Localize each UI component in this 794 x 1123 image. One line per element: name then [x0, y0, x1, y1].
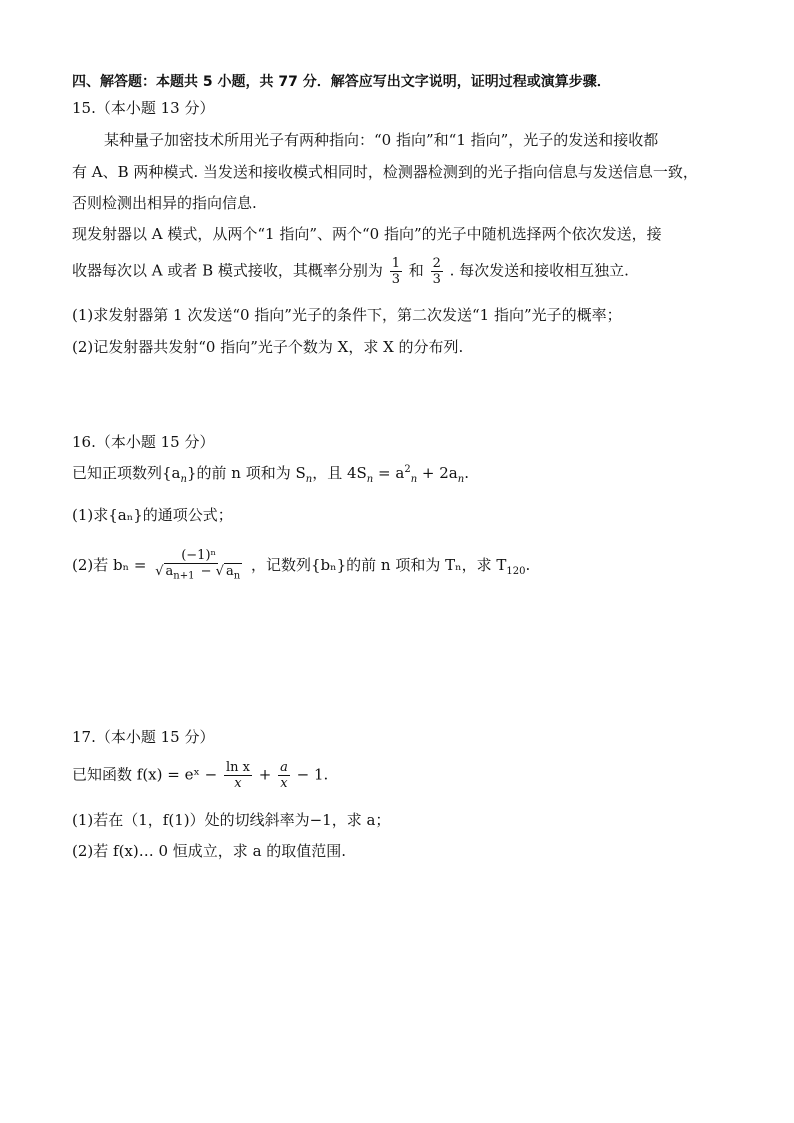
q16-subquestion-1: (1)求{aₙ}的通项公式； [72, 506, 233, 524]
q17-stem-b: − 1. [296, 765, 329, 784]
q17-frac1-num: ln x [225, 760, 250, 775]
q16-den-b: a [225, 564, 234, 579]
q16-fraction [153, 548, 244, 584]
q15-frac1-den: 3 [391, 272, 400, 287]
q16-s2-text-b: ，记数列{bₙ}的前 n 项和为 Tₙ，求 T [250, 555, 507, 574]
q16-stem-a: 已知正项数列{a [72, 464, 181, 482]
q16-stem: 已知正项数列$\{a_n\}$的前 n 项和为 $S_n$，且 $4S_n = a^2_n + 2a_n$. [72, 464, 469, 485]
q17-subquestion-2: (2)若 f(x)… 0 恒成立，求 a 的取值范围. [72, 842, 347, 860]
q17-subquestion-1: (1)若在（1，f(1)）处的切线斜率为−1，求 a； [72, 811, 391, 829]
q16-stem-d: = a [373, 464, 405, 482]
q15-fraction-2 [431, 256, 443, 287]
q15-paragraph-4: 现发射器以 A 模式，从两个“1 指向”、两个“0 指向”的光子中随机选择两个依次发送，接 [72, 225, 662, 243]
q15-p5-text-a: 收器每次以 A 或者 B 模式接收，其概率分别为 [72, 261, 383, 280]
q15-paragraph-3: 否则检测出相异的指向信息. [72, 194, 257, 212]
q16-stem-e: + 2a [417, 464, 458, 482]
q15-paragraph-5 [72, 256, 629, 287]
q15-paragraph-1: 某种量子加密技术所用光子有两种指向：“0 指向”和“1 指向”，光子的发送和接收都 [104, 131, 659, 149]
q15-subquestion-1: (1)求发射器第 1 次发送“0 指向”光子的条件下，第二次发送“1 指向”光子的概率； [72, 306, 622, 324]
q15-frac2-num: 2 [432, 256, 441, 271]
q17-fraction-2 [278, 760, 290, 791]
q17-stem: 已知函数 f(x) = eˣ − $\frac{\text{ln x}}{x}$ + $\frac{a}{x}$ − 1. [72, 760, 329, 791]
q16-s2-text-c: . [525, 555, 531, 574]
q15-p5-text-c: . 每次发送和接收相互独立. [449, 261, 629, 280]
q15-frac2-den: 3 [432, 272, 441, 287]
q17-stem-a: 已知函数 f(x) = eˣ − [72, 765, 218, 784]
q16-frac-den: √ $a_{n+1}$ − √ $a_n$ [155, 564, 241, 582]
q15-title: 15.（本小题 13 分） [72, 99, 215, 117]
q15-p5-text-b: 和 [408, 261, 424, 280]
q15-fraction-1 [390, 256, 402, 287]
q16-title: 16.（本小题 15 分） [72, 433, 215, 451]
q17-frac2-den: x [280, 776, 288, 791]
q17-frac1-den: x [234, 776, 242, 791]
q16-frac-num: (−1)ⁿ [181, 548, 217, 563]
q15-frac1-num: 1 [391, 256, 400, 271]
q16-stem-c: ，且 4S [312, 464, 367, 482]
q16-stem-f: . [464, 464, 469, 482]
q17-fraction-1 [224, 760, 252, 791]
q16-den-a: a [165, 564, 174, 579]
q15-paragraph-2: 有 A、B 两种模式. 当发送和接收模式相同时，检测器检测到的光子指向信息与发送信息一致， [72, 163, 698, 181]
q16-stem-b: }的前 n 项和为 S [186, 464, 306, 482]
section-header: 四、解答题：本题共 5 小题，共 77 分．解答应写出文字说明，证明过程或演算步骤． [72, 74, 611, 90]
q17-frac2-num: a [280, 760, 288, 775]
q16-s2-text-a: (2)若 bₙ = [72, 555, 147, 574]
q17-title: 17.（本小题 15 分） [72, 728, 215, 746]
q16-subquestion-2: (2)若 bₙ = $\frac{\text{(−1)ⁿ}}{√ a_{n+1} - √ a_n}$ ，记数列{bₙ}的前 n 项和为 Tₙ，求 $T_{120}$. [72, 548, 531, 582]
q15-subquestion-2: (2)记发射器共发射“0 指向”光子个数为 X，求 X 的分布列. [72, 338, 464, 356]
